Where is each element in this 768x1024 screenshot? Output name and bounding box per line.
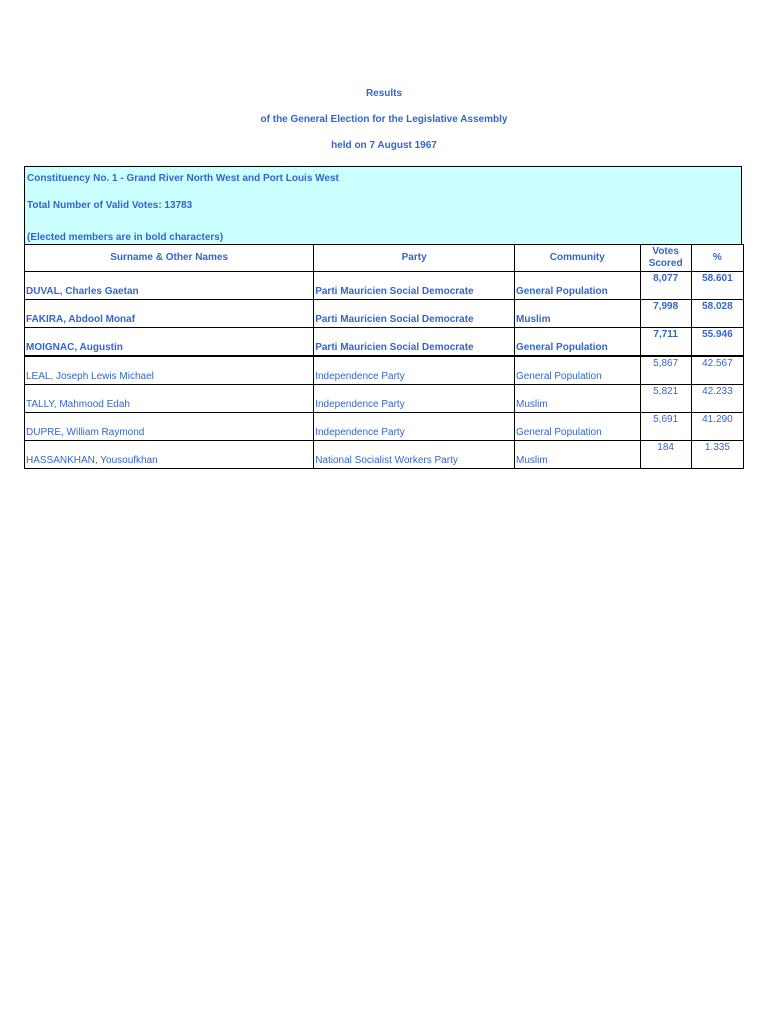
candidate-votes: 5,691	[640, 413, 691, 441]
candidate-party: Parti Mauricien Social Democrate	[314, 272, 515, 300]
table-row	[25, 328, 744, 357]
candidate-votes: 5,867	[640, 356, 691, 385]
candidate-name: FAKIRA, Abdool Monaf	[25, 300, 314, 328]
candidate-name: DUVAL, Charles Gaetan	[25, 272, 314, 300]
header-votes-line1: Votes	[652, 246, 679, 257]
candidate-name: LEAL, Joseph Lewis Michael	[25, 356, 314, 385]
table-row	[25, 300, 744, 328]
table-row	[25, 385, 744, 413]
candidate-name: DUPRE, William Raymond	[25, 413, 314, 441]
table-row	[25, 356, 744, 385]
candidate-party: Parti Mauricien Social Democrate	[314, 300, 515, 328]
candidate-votes: 8,077	[640, 272, 691, 300]
constituency-name: Constituency No. 1 - Grand River North West and Port Louis West	[27, 173, 339, 184]
election-subtitle: of the General Election for the Legislative Assembly	[260, 114, 508, 125]
candidate-percent: 1.335	[691, 441, 743, 469]
table-row	[25, 413, 744, 441]
candidate-party: National Socialist Workers Party	[314, 441, 515, 469]
candidate-community: General Population	[515, 272, 641, 300]
candidate-community: General Population	[515, 328, 641, 357]
candidate-percent: 42.567	[691, 356, 743, 385]
candidate-community: General Population	[515, 356, 641, 385]
candidate-votes: 7,711	[640, 328, 691, 357]
candidate-party: Independence Party	[314, 356, 515, 385]
election-date: held on 7 August 1967	[331, 140, 437, 151]
header-votes-line2: Scored	[648, 258, 683, 269]
candidate-votes: 5,821	[640, 385, 691, 413]
candidate-votes: 184	[640, 441, 691, 469]
candidate-party: Parti Mauricien Social Democrate	[314, 328, 515, 357]
constituency-info-box	[24, 166, 742, 244]
elected-note: (Elected members are in bold characters)	[27, 232, 224, 243]
candidate-name: HASSANKHAN, Yousoufkhan	[25, 441, 314, 469]
candidate-party: Independence Party	[314, 385, 515, 413]
table-row	[25, 272, 744, 300]
candidate-percent: 42.233	[691, 385, 743, 413]
valid-votes-total: Total Number of Valid Votes: 13783	[27, 200, 193, 211]
results-title: Results	[365, 88, 403, 99]
candidate-name: MOIGNAC, Augustin	[25, 328, 314, 357]
header-party: Party	[314, 245, 515, 272]
table-row	[25, 441, 744, 469]
candidate-community: General Population	[515, 413, 641, 441]
candidate-party: Independence Party	[314, 413, 515, 441]
candidate-name: TALLY, Mahmood Edah	[25, 385, 314, 413]
candidate-votes: 7,998	[640, 300, 691, 328]
candidate-community: Muslim	[515, 441, 641, 469]
candidate-community: Muslim	[515, 385, 641, 413]
candidate-percent: 55.946	[691, 328, 743, 357]
candidate-percent: 58.601	[691, 272, 743, 300]
candidate-percent: 58.028	[691, 300, 743, 328]
header-percent: %	[691, 245, 743, 272]
header-votes	[640, 245, 691, 272]
header-name: Surname & Other Names	[25, 245, 314, 272]
candidate-community: Muslim	[515, 300, 641, 328]
header-community: Community	[515, 245, 641, 272]
candidate-percent: 41.290	[691, 413, 743, 441]
results-table	[24, 244, 744, 469]
table-header-row	[25, 245, 744, 272]
